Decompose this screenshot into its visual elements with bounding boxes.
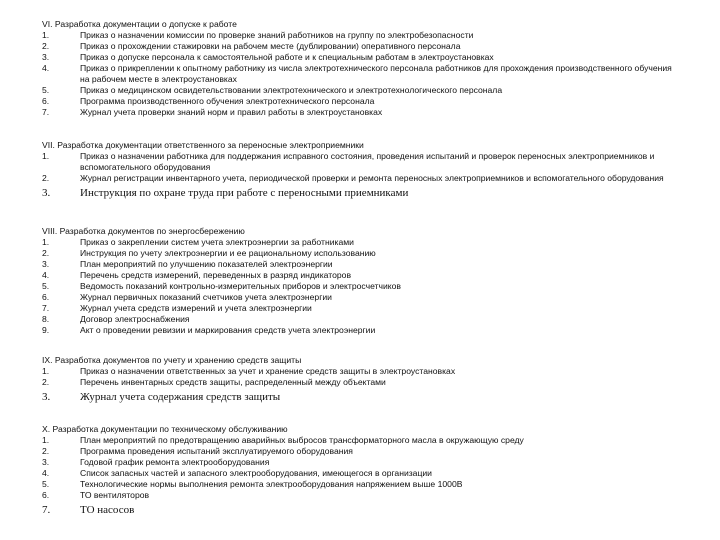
section-3 bbox=[42, 226, 682, 336]
list-item bbox=[42, 490, 682, 501]
item-number: 5. bbox=[42, 479, 50, 489]
item-number: 7. bbox=[42, 107, 50, 117]
list-item bbox=[42, 468, 682, 479]
list-item bbox=[42, 85, 682, 96]
list-item bbox=[42, 41, 682, 52]
item-text: Журнал учета проверки знаний норм и правил работы в электроустановках bbox=[80, 107, 383, 117]
section-title: VII. Разработка документации ответственного за переносные электроприемники bbox=[42, 140, 364, 150]
list-item bbox=[42, 325, 682, 336]
list-item bbox=[42, 366, 682, 377]
list-item bbox=[42, 248, 682, 259]
item-text: ТО вентиляторов bbox=[80, 490, 150, 500]
list-item bbox=[42, 186, 682, 200]
section-1 bbox=[42, 19, 682, 118]
item-number: 4. bbox=[42, 63, 50, 73]
item-number: 5. bbox=[42, 281, 50, 291]
item-text: Приказ о прикреплении к опытному работнику из числа электротехнического персонала работников для прохождения производственного обучения на рабочем месте в электроустановках bbox=[80, 63, 672, 84]
item-number: 1. bbox=[42, 151, 50, 161]
list-item bbox=[42, 435, 682, 446]
item-text: Приказ о медицинском освидетельствовании электротехнического и электротехнологического персонала bbox=[80, 85, 503, 95]
item-number: 2. bbox=[42, 41, 50, 51]
section-title: IX. Разработка документов по учету и хранению средств защиты bbox=[42, 355, 302, 365]
item-number: 7. bbox=[42, 504, 51, 516]
item-text: Договор электроснабжения bbox=[80, 314, 190, 324]
item-number: 6. bbox=[42, 96, 50, 106]
item-number: 2. bbox=[42, 248, 50, 258]
list-item bbox=[42, 390, 682, 404]
item-text: План мероприятий по улучшению показателей электроэнергии bbox=[80, 259, 333, 269]
item-number: 2. bbox=[42, 173, 50, 183]
item-text: Годовой график ремонта электрооборудования bbox=[80, 457, 270, 467]
item-number: 3. bbox=[42, 187, 51, 199]
section-title: VI. Разработка документации о допуске к работе bbox=[42, 19, 237, 29]
list-item bbox=[42, 292, 682, 303]
item-text: Список запасных частей и запасного электрооборудования, имеющегося в организации bbox=[80, 468, 432, 478]
item-text: Журнал учета средств измерений и учета электроэнергии bbox=[80, 303, 312, 313]
item-number: 5. bbox=[42, 85, 50, 95]
list-item bbox=[42, 237, 682, 248]
item-text: Ведомость показаний контрольно-измерительных приборов и электросчетчиков bbox=[80, 281, 401, 291]
section-4 bbox=[42, 355, 682, 404]
item-text: Перечень средств измерений, переведенных в разряд индикаторов bbox=[80, 270, 352, 280]
list-item bbox=[42, 63, 682, 85]
item-number: 3. bbox=[42, 457, 50, 467]
list-item bbox=[42, 151, 682, 173]
list-item bbox=[42, 173, 682, 184]
item-text: Журнал учета содержания средств защиты bbox=[80, 391, 281, 403]
item-number: 2. bbox=[42, 377, 50, 387]
list-item bbox=[42, 107, 682, 118]
list-item bbox=[42, 479, 682, 490]
item-text: Акт о проведении ревизии и маркирования средств учета электроэнергии bbox=[80, 325, 376, 335]
item-text: Журнал регистрации инвентарного учета, периодической проверки и ремонта переносных электроприемников и вспомогательного оборудования bbox=[80, 173, 664, 183]
section-5 bbox=[42, 424, 682, 517]
item-text: Журнал первичных показаний счетчиков учета электроэнергии bbox=[80, 292, 332, 302]
item-number: 8. bbox=[42, 314, 50, 324]
item-number: 4. bbox=[42, 468, 50, 478]
list-item bbox=[42, 457, 682, 468]
list-item bbox=[42, 377, 682, 388]
list-item bbox=[42, 314, 682, 325]
section-title: X. Разработка документации по техническому обслуживанию bbox=[42, 424, 288, 434]
item-number: 9. bbox=[42, 325, 50, 335]
item-number: 1. bbox=[42, 435, 50, 445]
item-number: 1. bbox=[42, 237, 50, 247]
item-text: Приказ о назначении комиссии по проверке знаний работников на группу по электробезопасности bbox=[80, 30, 474, 40]
item-number: 1. bbox=[42, 366, 50, 376]
item-text: Приказ о прохождении стажировки на рабочем месте (дублировании) оперативного персонала bbox=[80, 41, 461, 51]
list-item bbox=[42, 96, 682, 107]
item-text: Приказ о допуске персонала к самостоятельной работе и к специальным работам в электроустановках bbox=[80, 52, 494, 62]
item-text: ТО насосов bbox=[80, 504, 135, 516]
item-text: Приказ о назначении работника для поддержания исправного состояния, проведения испытаний и проверок переносных электроприемников и вспомогательного оборудования bbox=[80, 151, 655, 172]
item-text: Инструкция по учету электроэнергии и ее рациональному использованию bbox=[80, 248, 376, 258]
item-text: Программа производственного обучения электротехнического персонала bbox=[80, 96, 375, 106]
item-text: Инструкция по охране труда при работе с переносными приемниками bbox=[80, 187, 409, 199]
item-number: 2. bbox=[42, 446, 50, 456]
section-2 bbox=[42, 140, 682, 200]
list-item bbox=[42, 281, 682, 292]
item-text: План мероприятий по предотвращению аварийных выбросов трансформаторного масла в окружающую среду bbox=[80, 435, 524, 445]
section-title: VIII. Разработка документов по энергосбережению bbox=[42, 226, 245, 236]
list-item bbox=[42, 52, 682, 63]
item-number: 6. bbox=[42, 292, 50, 302]
list-item bbox=[42, 270, 682, 281]
list-item bbox=[42, 503, 682, 517]
item-text: Технологические нормы выполнения ремонта электрооборудования напряжением выше 1000В bbox=[80, 479, 463, 489]
list-item bbox=[42, 30, 682, 41]
item-number: 3. bbox=[42, 391, 51, 403]
list-item bbox=[42, 446, 682, 457]
item-text: Приказ о назначении ответственных за учет и хранение средств защиты в электроустановках bbox=[80, 366, 456, 376]
item-number: 4. bbox=[42, 270, 50, 280]
list-item bbox=[42, 259, 682, 270]
item-text: Перечень инвентарных средств защиты, распределенный между объектами bbox=[80, 377, 386, 387]
item-text: Приказ о закреплении систем учета электроэнергии за работниками bbox=[80, 237, 354, 247]
item-number: 3. bbox=[42, 259, 50, 269]
item-number: 1. bbox=[42, 30, 50, 40]
item-number: 6. bbox=[42, 490, 50, 500]
item-number: 3. bbox=[42, 52, 50, 62]
item-number: 7. bbox=[42, 303, 50, 313]
item-text: Программа проведения испытаний эксплуатируемого оборудования bbox=[80, 446, 353, 456]
list-item bbox=[42, 303, 682, 314]
